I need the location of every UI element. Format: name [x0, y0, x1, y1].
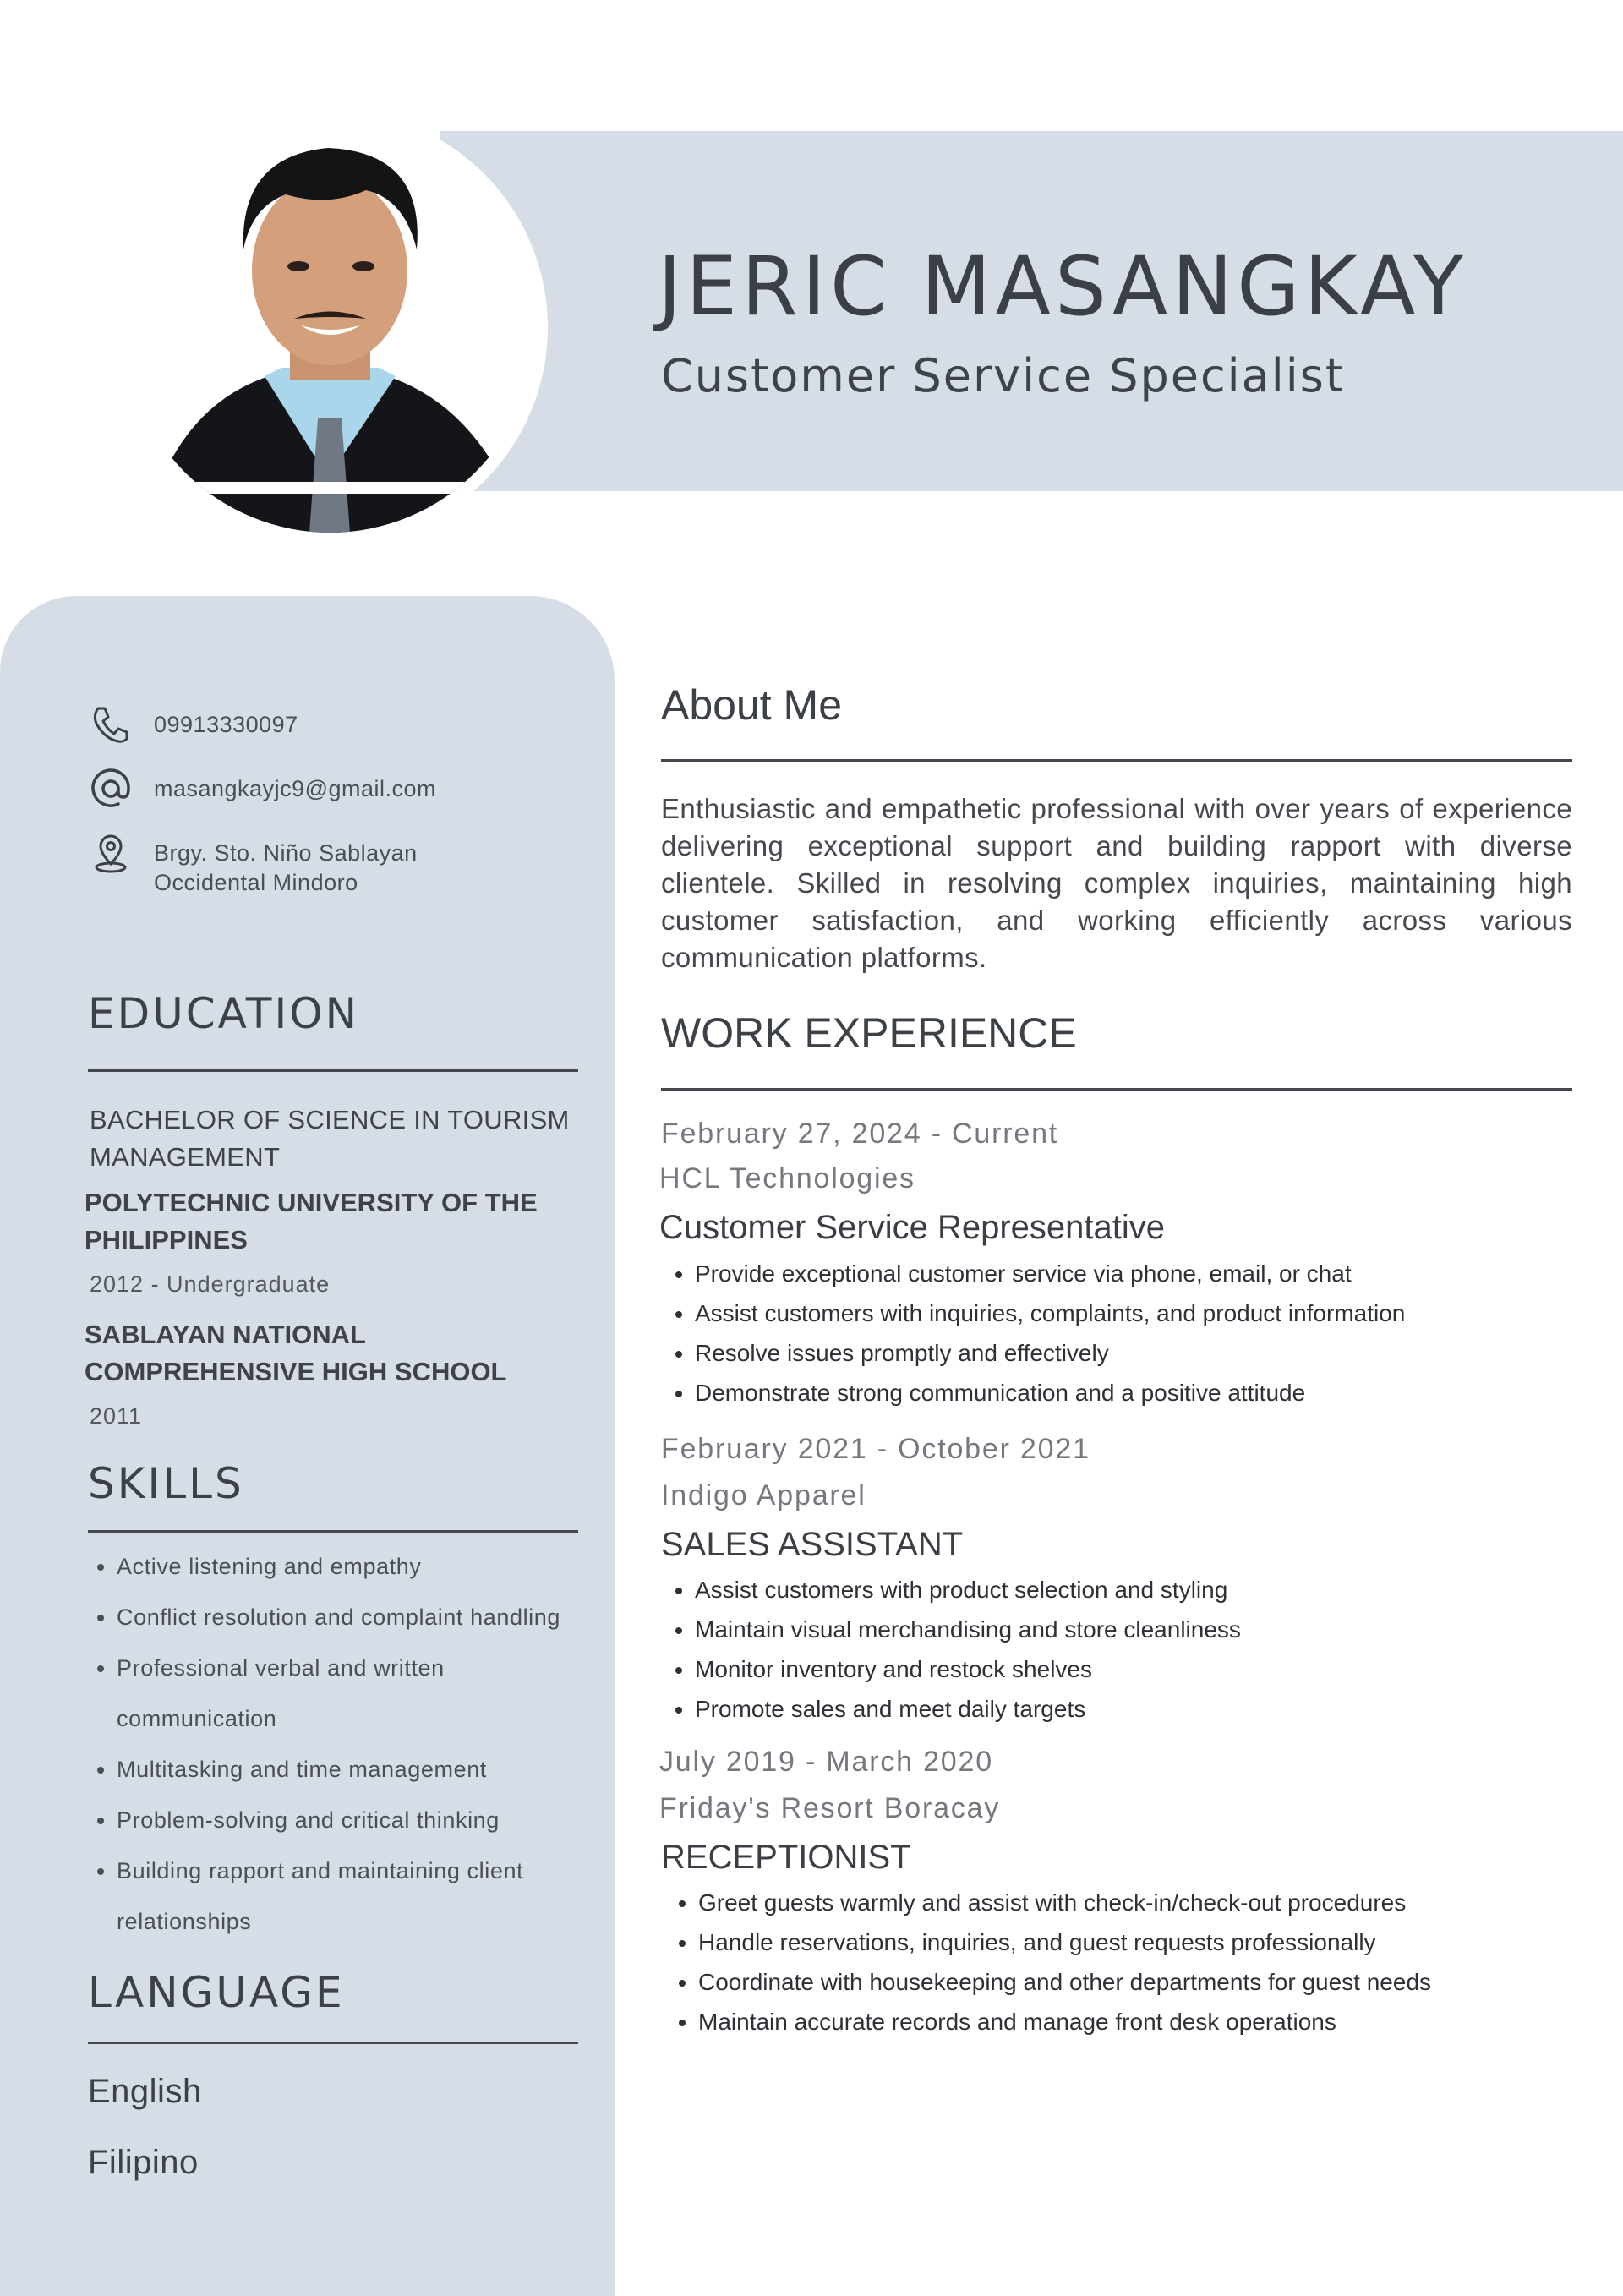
duty-item: • Maintain accurate records and manage front desk operations: [698, 2002, 1431, 2042]
job-company: Friday's Resort Boracay: [659, 1792, 1001, 1824]
about-divider: [661, 759, 1572, 762]
education-school: SABLAYAN NATIONAL COMPREHENSIVE HIGH SCHOOL: [85, 1320, 507, 1386]
language-heading: LANGUAGE: [88, 1968, 345, 2017]
address-line-1: Brgy. Sto. Niño Sablayan: [154, 840, 418, 866]
email-text: masangkayjc9@gmail.com: [154, 776, 437, 801]
education-year: 2011: [90, 1403, 143, 1429]
language-item: English: [88, 2073, 202, 2110]
education-degree: BACHELOR OF SCIENCE IN TOURISM MANAGEMENT: [90, 1105, 570, 1172]
skill-item: • Active listening and empathy: [117, 1541, 641, 1592]
education-heading: EDUCATION: [88, 989, 359, 1038]
duty-item: • Demonstrate strong communication and a positive attitude: [695, 1373, 1405, 1413]
duty-item: • Maintain visual merchandising and store cleanliness: [695, 1610, 1241, 1649]
skill-item: • Professional verbal and written communication: [117, 1643, 480, 1744]
skill-item: • Conflict resolution and complaint handling: [117, 1592, 641, 1643]
work-divider: [661, 1088, 1572, 1091]
location-pin-icon: [88, 830, 134, 876]
about-heading: About Me: [661, 681, 843, 729]
education-divider: [88, 1069, 578, 1072]
skills-list: [88, 1541, 641, 1947]
skill-item: • Multitasking and time management: [117, 1744, 641, 1795]
work-heading: WORK EXPERIENCE: [661, 1009, 1077, 1057]
duty-item: • Handle reservations, inquiries, and guest requests professionally: [698, 1922, 1431, 1962]
at-sign-icon: [88, 766, 134, 812]
contact-address: [88, 830, 418, 898]
skills-heading: SKILLS: [88, 1459, 244, 1508]
duty-item: • Greet guests warmly and assist with check-in/check-out procedures: [698, 1883, 1431, 1922]
duty-item: • Assist customers with product selection and styling: [695, 1570, 1241, 1610]
job-duties: [664, 1883, 1431, 2042]
profile-photo: [125, 123, 535, 533]
job-company: HCL Technologies: [659, 1162, 915, 1194]
contact-phone: [88, 702, 298, 747]
skill-item: • Building rapport and maintaining client relationships: [117, 1845, 590, 1947]
address-line-2: Occidental Mindoro: [154, 870, 358, 895]
duty-item: • Monitor inventory and restock shelves: [695, 1649, 1241, 1689]
candidate-title: Customer Service Specialist: [661, 349, 1346, 402]
job-role: RECEPTIONIST: [661, 1839, 911, 1876]
duty-item: • Promote sales and meet daily targets: [695, 1689, 1241, 1729]
job-dates: February 2021 - October 2021: [661, 1433, 1090, 1465]
job-dates: February 27, 2024 - Current: [661, 1118, 1059, 1150]
duty-item: • Resolve issues promptly and effectively: [695, 1333, 1405, 1373]
language-divider: [88, 2042, 578, 2044]
duty-item: • Assist customers with inquiries, complaints, and product information: [695, 1293, 1405, 1333]
education-year: 2012 - Undergraduate: [90, 1271, 331, 1297]
skill-item: • Problem-solving and critical thinking: [117, 1795, 641, 1845]
skills-divider: [88, 1530, 578, 1533]
address-text: [154, 830, 418, 898]
phone-icon: [88, 702, 134, 747]
duty-item: • Provide exceptional customer service via phone, email, or chat: [695, 1254, 1405, 1293]
language-item: Filipino: [88, 2144, 199, 2181]
phone-text: 09913330097: [154, 712, 298, 737]
contact-email: [88, 766, 436, 812]
job-duties: [661, 1254, 1405, 1413]
duty-item: • Coordinate with housekeeping and other departments for guest needs: [698, 1962, 1431, 2002]
job-duties: [661, 1570, 1241, 1729]
candidate-name: JERIC MASANGKAY: [658, 239, 1467, 334]
job-company: Indigo Apparel: [661, 1479, 866, 1512]
job-role: Customer Service Representative: [659, 1209, 1166, 1246]
education-school: POLYTECHNIC UNIVERSITY OF THE PHILIPPINES: [85, 1188, 538, 1255]
job-role: SALES ASSISTANT: [661, 1526, 964, 1563]
about-text: Enthusiastic and empathetic professional with over years of experience delivering exceptional support and building rapport with diverse clientele. Skilled in resolving complex inquiries, maintaining high customer satisfaction, and working efficiently across various communication platforms.: [661, 793, 1572, 973]
job-dates: July 2019 - March 2020: [659, 1746, 993, 1778]
